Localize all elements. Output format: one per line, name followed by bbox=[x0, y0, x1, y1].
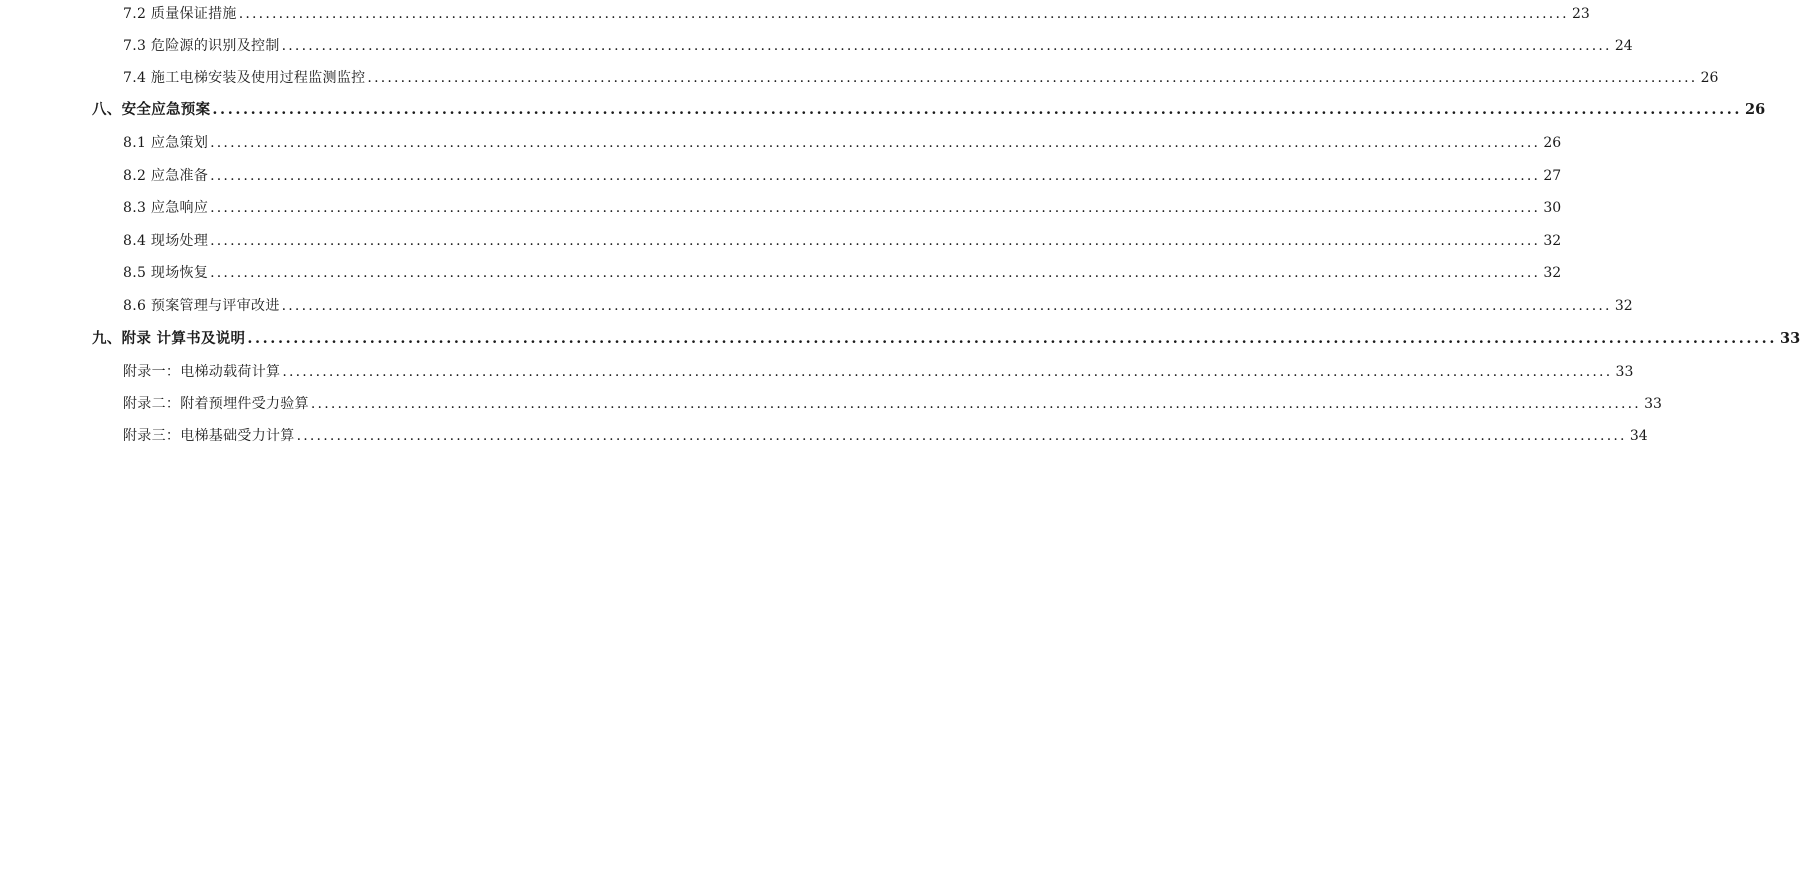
toc-entry-page: 33 bbox=[1644, 396, 1662, 412]
toc-entry-page: 32 bbox=[1614, 298, 1633, 314]
toc-entry-appendix-2[interactable] bbox=[123, 392, 1662, 416]
toc-entry-8-2[interactable] bbox=[123, 164, 1562, 188]
toc-entry-label: 九、附录 计算书及说明 bbox=[92, 330, 246, 347]
toc-entry-label: 7.4 施工电梯安装及使用过程监测监控 bbox=[123, 70, 366, 86]
toc-leader-dots: ........................................................................................................................................................................................................ bbox=[310, 396, 1641, 412]
toc-leader-dots: ........................................................................................................................................................................................................ bbox=[210, 168, 1541, 184]
toc-entry-page: 24 bbox=[1614, 38, 1633, 54]
toc-entry-appendix-3[interactable] bbox=[123, 424, 1648, 448]
toc-entry-label: 8.1 应急策划 bbox=[123, 135, 209, 151]
toc-chapter-8[interactable] bbox=[92, 98, 1766, 122]
toc-entry-label: 8.5 现场恢复 bbox=[123, 265, 209, 281]
toc-entry-page: 26 bbox=[1745, 101, 1766, 118]
toc-leader-dots: ........................................................................................................................................................................................................ bbox=[281, 298, 1612, 314]
toc-entry-label: 7.3 危险源的识别及控制 bbox=[123, 38, 280, 54]
toc-entry-label: 附录二：附着预埋件受力验算 bbox=[123, 396, 309, 412]
toc-leader-dots: ........................................................................................................................................................................................................ bbox=[281, 38, 1612, 54]
toc-entry-label: 8.2 应急准备 bbox=[123, 168, 209, 184]
toc-entry-label: 附录一：电梯动载荷计算 bbox=[123, 364, 281, 380]
toc-leader-dots: ........................................................................................................................................................................................................ bbox=[238, 6, 1569, 22]
toc-entry-label: 8.6 预案管理与评审改进 bbox=[123, 298, 280, 314]
toc-entry-8-4[interactable] bbox=[123, 229, 1562, 253]
toc-leader-dots: ........................................................................................................................................................................................................ bbox=[367, 70, 1698, 86]
toc-entry-appendix-1[interactable] bbox=[123, 360, 1634, 384]
toc-entry-page: 34 bbox=[1629, 428, 1648, 444]
toc-entry-8-6[interactable] bbox=[123, 294, 1633, 318]
toc-leader-dots: ........................................................................................................................................................................................................ bbox=[247, 330, 1777, 347]
toc-entry-7-4[interactable] bbox=[123, 66, 1719, 90]
toc-entry-label: 7.2 质量保证措施 bbox=[123, 6, 237, 22]
toc-entry-label: 附录三：电梯基础受力计算 bbox=[123, 428, 295, 444]
toc-leader-dots: ........................................................................................................................................................................................................ bbox=[210, 265, 1541, 281]
toc-leader-dots: ........................................................................................................................................................................................................ bbox=[282, 364, 1613, 380]
toc-leader-dots: ........................................................................................................................................................................................................ bbox=[210, 135, 1541, 151]
toc-entry-page: 27 bbox=[1543, 168, 1562, 184]
toc-chapter-9[interactable] bbox=[92, 327, 1800, 351]
toc-entry-page: 30 bbox=[1543, 200, 1562, 216]
toc-entry-page: 32 bbox=[1543, 265, 1562, 281]
toc-entry-8-1[interactable] bbox=[123, 131, 1562, 155]
toc-leader-dots: ........................................................................................................................................................................................................ bbox=[296, 428, 1627, 444]
toc-entry-page: 32 bbox=[1543, 233, 1562, 249]
toc-entry-8-5[interactable] bbox=[123, 261, 1562, 285]
toc-entry-page: 26 bbox=[1543, 135, 1562, 151]
toc-entry-page: 26 bbox=[1700, 70, 1719, 86]
toc-entry-label: 八、安全应急预案 bbox=[92, 101, 211, 118]
toc-entry-page: 33 bbox=[1779, 330, 1800, 347]
toc-leader-dots: ........................................................................................................................................................................................................ bbox=[210, 233, 1541, 249]
toc-entry-8-3[interactable] bbox=[123, 196, 1562, 220]
toc-entry-label: 8.3 应急响应 bbox=[123, 200, 209, 216]
toc-entry-page: 23 bbox=[1571, 6, 1590, 22]
toc-entry-label: 8.4 现场处理 bbox=[123, 233, 209, 249]
toc-entry-7-2[interactable] bbox=[123, 2, 1590, 26]
toc-entry-page: 33 bbox=[1615, 364, 1634, 380]
toc-leader-dots: ........................................................................................................................................................................................................ bbox=[210, 200, 1541, 216]
toc-entry-7-3[interactable] bbox=[123, 34, 1633, 58]
toc-leader-dots: ........................................................................................................................................................................................................ bbox=[212, 101, 1743, 118]
